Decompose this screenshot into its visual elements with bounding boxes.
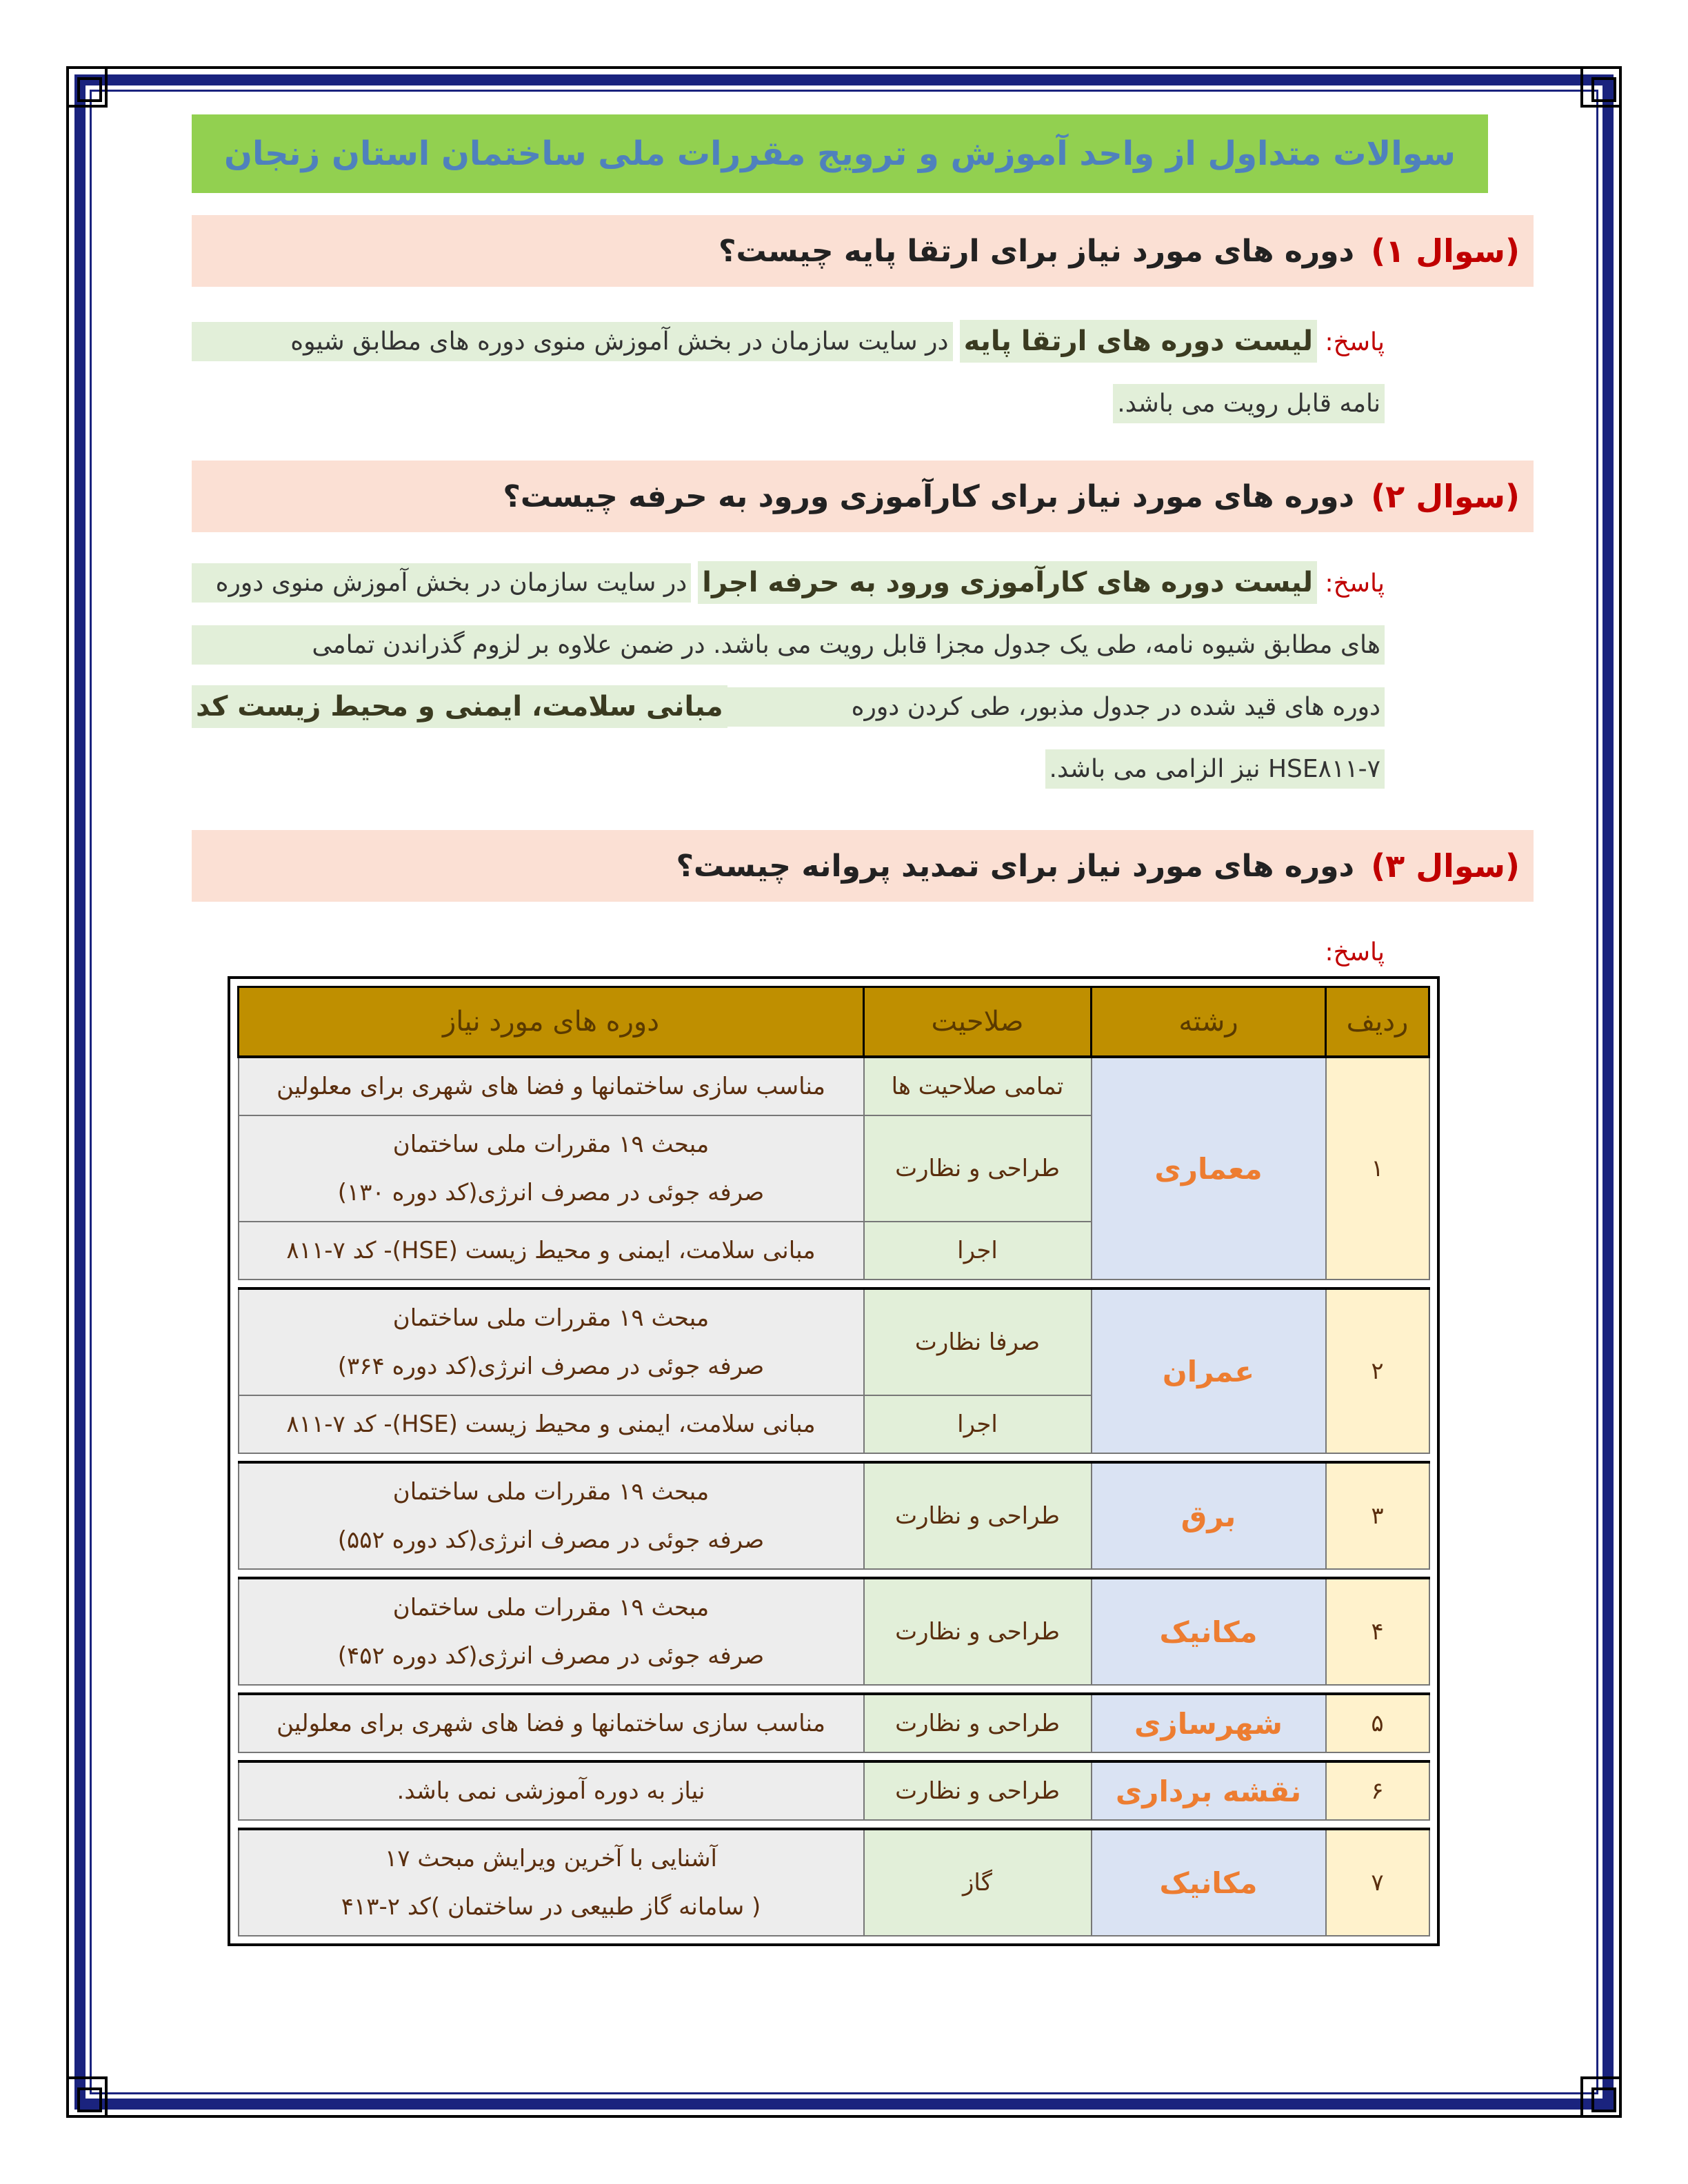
answer-1-label: پاسخ: [1325, 328, 1385, 356]
answer-1 [192, 310, 1385, 434]
table-row [239, 1829, 1429, 1936]
answer-2-bold-2: مبانی سلامت، ایمنی و محیط زیست کد [192, 685, 727, 728]
table-row [239, 1057, 1429, 1115]
course-line: مبحث ۱۹ مقررات ملی ساختمان [392, 1304, 710, 1332]
page-title-bar [192, 114, 1488, 193]
group-separator [239, 1685, 1429, 1694]
field-cell: شهرسازی [1092, 1694, 1326, 1752]
corner-ornament [1580, 66, 1622, 108]
qualification-cell: طراحی و نظارت [864, 1761, 1092, 1820]
corner-ornament [66, 66, 108, 108]
course-line: صرفه جوئی در مصرف انرژی(کد دوره ۳۶۴) [337, 1353, 765, 1380]
field-cell: نقشه برداری [1092, 1761, 1326, 1820]
qualification-cell: طراحی و نظارت [864, 1115, 1092, 1222]
header-courses: دوره های مورد نیاز [239, 987, 864, 1058]
table-row [239, 1694, 1429, 1752]
qualification-cell: طراحی و نظارت [864, 1462, 1092, 1569]
answer-2-text-3: دوره های قید شده در جدول مذبور، طی کردن دوره [727, 687, 1385, 727]
header-row-number: ردیف [1326, 987, 1429, 1058]
course-line: ( سامانه گاز طبیعی در ساختمان )کد ۲-۴۱۳ [341, 1893, 761, 1921]
answer-2 [192, 552, 1385, 800]
separator-cell [239, 1752, 1429, 1761]
question-1-header [192, 215, 1534, 287]
courses-cell [239, 1222, 864, 1280]
answer-1-bold: لیست دوره های ارتقا پایه [960, 320, 1317, 363]
course-line: مناسب سازی ساختمانها و فضا های شهری برای معلولین [277, 1073, 825, 1100]
course-line: صرفه جوئی در مصرف انرژی(کد دوره ۴۵۲) [337, 1642, 765, 1670]
course-line: مبانی سلامت، ایمنی و محیط زیست (HSE)- کد ۷-۸۱۱ [286, 1237, 816, 1264]
answer-2-text-4: HSE۸۱۱-۷ نیز الزامی می باشد. [1045, 749, 1385, 789]
courses-cell [239, 1694, 864, 1752]
course-line: مبحث ۱۹ مقررات ملی ساختمان [392, 1478, 710, 1506]
separator-cell [239, 1820, 1429, 1829]
table-row [239, 1288, 1429, 1395]
header-field: رشته [1092, 987, 1326, 1058]
table-row [239, 1761, 1429, 1820]
course-line: مبانی سلامت، ایمنی و محیط زیست (HSE)- کد ۷-۸۱۱ [286, 1410, 816, 1438]
answer-1-text: در سایت سازمان در بخش آموزش منوی دوره های مطابق شیوه [192, 322, 953, 361]
table-row [239, 1578, 1429, 1685]
page-title: سوالات متداول از واحد آموزش و ترویج مقررات ملی ساختمان استان زنجان [224, 134, 1456, 173]
question-3-number: (سوال ۳) [1371, 847, 1520, 884]
row-number-cell: ۱ [1326, 1057, 1429, 1280]
courses-cell [239, 1288, 864, 1395]
group-separator [239, 1752, 1429, 1761]
courses-cell [239, 1395, 864, 1453]
row-number-cell: ۴ [1326, 1578, 1429, 1685]
answer-1-line-1 [192, 310, 1385, 372]
courses-cell [239, 1578, 864, 1685]
table-row [239, 1462, 1429, 1569]
qualification-cell: تمامی صلاحیت ها [864, 1057, 1092, 1115]
course-line: نیاز به دوره آموزشی نمی باشد. [396, 1777, 705, 1805]
separator-cell [239, 1280, 1429, 1288]
row-number-cell: ۷ [1326, 1829, 1429, 1936]
course-line: مبحث ۱۹ مقررات ملی ساختمان [392, 1594, 710, 1621]
qualification-cell: گاز [864, 1829, 1092, 1936]
group-separator [239, 1569, 1429, 1578]
field-cell: برق [1092, 1462, 1326, 1569]
answer-3 [192, 921, 1385, 983]
separator-cell [239, 1685, 1429, 1694]
answer-2-text-2: های مطابق شیوه نامه، طی یک جدول مجزا قابل رویت می باشد. در ضمن علاوه بر لزوم گذراندن تمامی [192, 625, 1385, 665]
separator-cell [239, 1453, 1429, 1462]
qualification-cell: اجرا [864, 1222, 1092, 1280]
group-separator [239, 1280, 1429, 1288]
course-line: صرفه جوئی در مصرف انرژی(کد دوره ۵۵۲) [337, 1526, 765, 1554]
group-separator [239, 1453, 1429, 1462]
answer-2-line-3 [192, 676, 1385, 738]
question-2-text: دوره های مورد نیاز برای کارآموزی ورود به حرفه چیست؟ [503, 478, 1355, 514]
answer-1-line-2 [192, 372, 1385, 434]
question-3-header [192, 830, 1534, 902]
row-number-cell: ۶ [1326, 1761, 1429, 1820]
question-2-header [192, 461, 1534, 532]
answer-2-text: در سایت سازمان در بخش آموزش منوی دوره [192, 563, 691, 603]
course-line: مناسب سازی ساختمانها و فضا های شهری برای معلولین [277, 1710, 825, 1737]
corner-ornament [66, 2076, 108, 2118]
answer-2-bold: لیست دوره های کارآموزی ورود به حرفه اجرا [698, 561, 1317, 604]
field-cell: مکانیک [1092, 1829, 1326, 1936]
table-header-row [239, 987, 1429, 1058]
table-body [239, 1057, 1429, 1936]
separator-cell [239, 1569, 1429, 1578]
corner-ornament [1580, 2076, 1622, 2118]
courses-cell [239, 1761, 864, 1820]
question-1-text: دوره های مورد نیاز برای ارتقا پایه چیست؟ [718, 233, 1355, 269]
course-line: صرفه جوئی در مصرف انرژی(کد دوره ۱۳۰) [337, 1179, 765, 1206]
row-number-cell: ۳ [1326, 1462, 1429, 1569]
answer-2-line-2 [192, 614, 1385, 676]
question-1-number: (سوال ۱) [1371, 232, 1520, 270]
course-line: آشنایی با آخرین ویرایش مبحث ۱۷ [384, 1845, 718, 1872]
qualification-cell: طراحی و نظارت [864, 1578, 1092, 1685]
group-separator [239, 1820, 1429, 1829]
qualification-cell: اجرا [864, 1395, 1092, 1453]
answer-2-line-1 [192, 552, 1385, 614]
question-3-text: دوره های مورد نیاز برای تمدید پروانه چیست؟ [676, 848, 1355, 884]
field-cell: عمران [1092, 1288, 1326, 1453]
row-number-cell: ۲ [1326, 1288, 1429, 1453]
courses-table [237, 986, 1430, 1937]
answer-2-line-4 [192, 738, 1385, 800]
courses-cell [239, 1115, 864, 1222]
row-number-cell: ۵ [1326, 1694, 1429, 1752]
question-2-number: (سوال ۲) [1371, 478, 1520, 515]
courses-cell [239, 1829, 864, 1936]
courses-cell [239, 1057, 864, 1115]
courses-cell [239, 1462, 864, 1569]
answer-3-line-1 [192, 921, 1385, 983]
field-cell: معماری [1092, 1057, 1326, 1280]
answer-2-label: پاسخ: [1325, 569, 1385, 598]
header-qualification: صلاحیت [864, 987, 1092, 1058]
answer-1-text-2: نامه قابل رویت می باشد. [1113, 384, 1385, 423]
course-line: مبحث ۱۹ مقررات ملی ساختمان [392, 1131, 710, 1158]
answer-3-label: پاسخ: [1325, 938, 1385, 967]
qualification-cell: طراحی و نظارت [864, 1694, 1092, 1752]
qualification-cell: صرفا نظارت [864, 1288, 1092, 1395]
field-cell: مکانیک [1092, 1578, 1326, 1685]
